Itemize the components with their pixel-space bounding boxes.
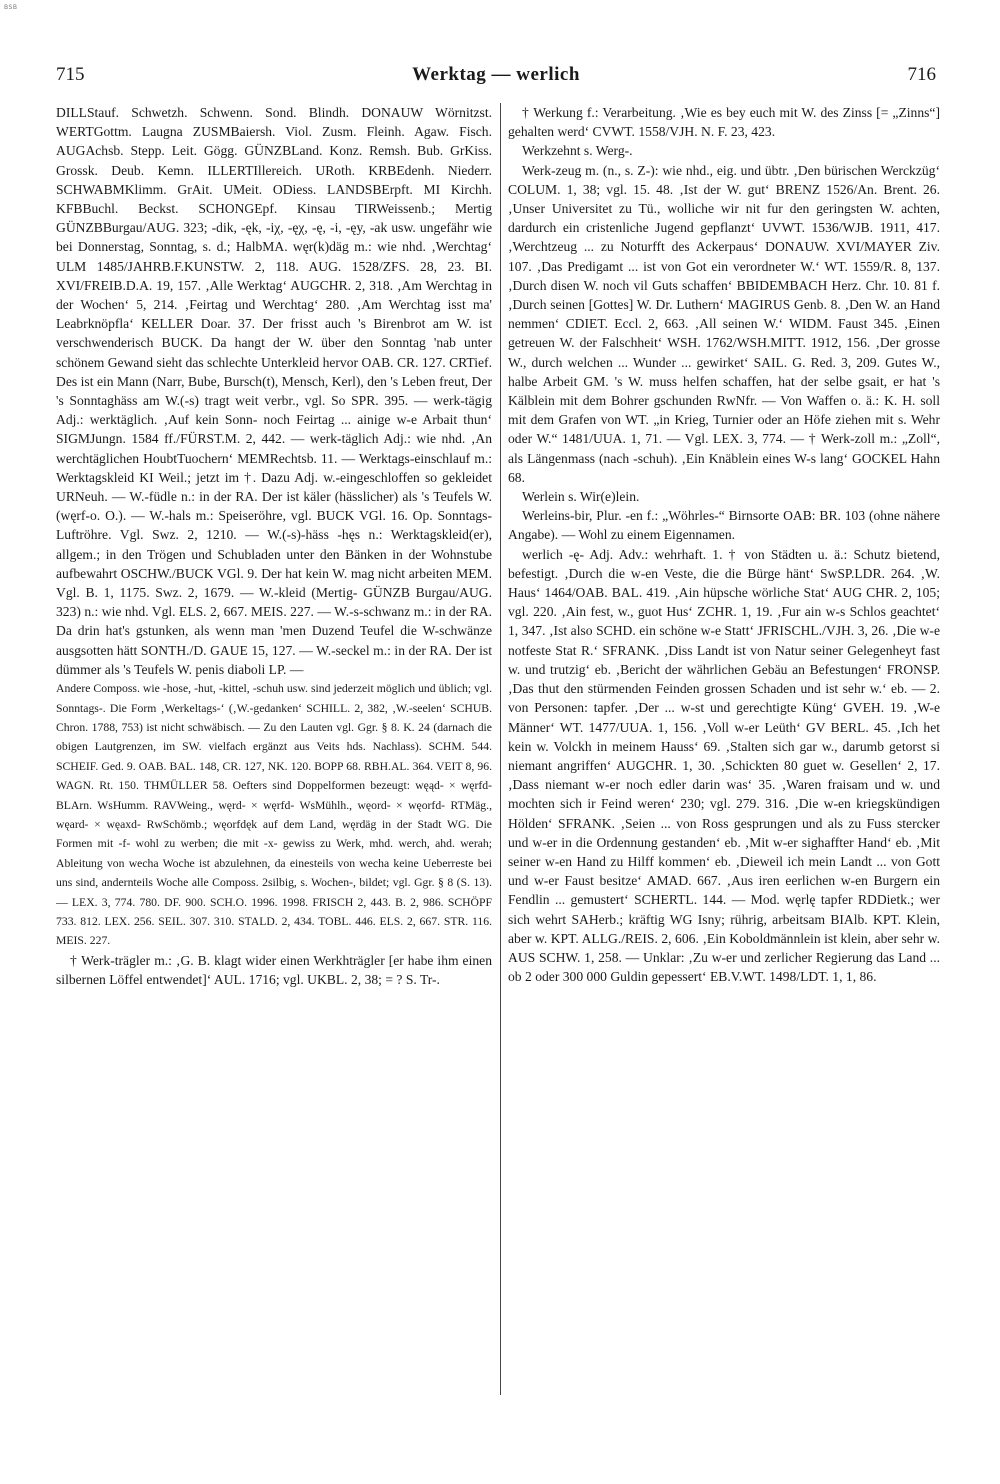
entry-werktag: DILLStauf. Schwetzh. Schwenn. Sond. Blindh. DONAUW Wörnitzst. WERTGottm. Laugna ZUSMBaiersh. Viol. Zusm. Fleinh. Agaw. Fisch. AUGAchsb. Stepp. Leit. Gögg. GÜNZBLand. Konz. Remsh. Bub. GrKiss. Grossk. Deub. Kemn. ILLERTIllereich. URoth. KRBEdenh. Niederr. SCHWABMKlimm. GrAit. UMeit. ODiess. LANDSBErpft. MI Kirchh. KFBBuchl. Beckst. SCHONGEpf. Kinsau TIRWeissenb.; Mertig GÜNZBBurgau/AUG. 323; -dik, -ęk, -iχ, -ęχ, -ę, -i, -ęy, -ak usw. ungefähr wie bei Donnerstag, Sonntag, s. d.; HalbMA. węr(k)däg m.: wie nhd. ‚Werchtag‘ ULM 1485/JAHRB.F.KUNSTW. 2, 118. AUG. 1528/ZFS. 28, 23. BI. XVI/FREIB.D.A. 19, 157. ‚Alle Werktag‘ AUGCHR. 2, 318. ‚Am Werchtag in der Wochen‘ 5, 214. ‚Feirtag und Werchtag‘ 280. ‚Am Werchtag isst ma' Leabrknöpfla‘ KELLER Doar. 37. Der frisst auch 's Birenbrot am W. ist verschwenderisch BUCK. Da hangt der W. über den Sonntag 'nab unter schönem Gewand sieht das schlechte Unterkleid hervor OAB. CR. 127. CRTief. Des ist ein Mann (Narr, Bube, Bursch(t), Mensch, Kerl), den 's Leben freut, Der 's Sonntaghäss am W.(-s) tragt weit verbr., vgl. So SPR. 395. — werk-tägig Adj.: werktäglich. ‚Auf kein Sonn- noch Feirtag ... ainige w-e Arbait thun‘ SIGMJungn. 1584 ff./FÜRST.M. 2, 442. — werk-täglich Adj.: wie nhd. ‚An werchtäglichen HoubtTuochern‘ MEMRechtsb. 11. — Werktags-einschlauf m.: Werktagskleid KI Weil.; jetzt im †. Dazu Adj. w.-eingeschloffen so gekleidet URNeuh. — W.-füdle n.: in der RA. Der ist käler (hässlicher) als 's Teufels W. (węrf-o. O.). — W.-hals m.: Speiseröhre, vgl. BUCK VGl. 16. Op. Sonntags- Luftröhre. Vgl. Swz. 2, 1210. — W.(-s)-häss -hęs n.: Werktagskleid(er), allgem.; in den Trögen und Schubladen unter den Bänken in der Wohnstube aufbewahrt OSCHW./BUCK VGl. 9. Der hat kein W. mag nicht arbeiten MEM. Vgl. B. 1, 1175. Swz. 2, 1679. — W.-kleid (Mertig- GÜNZB Burgau/AUG. 323) n.: wie nhd. Vgl. ELS. 2, 667. MEIS. 227. — W.-s-schwanz m.: in der RA. Da drin hat's gstunken, als wenn man 'men Duzend Teufel die W-schwänze ausgsotten hätt SONTH./D. GAUE 15, 127. — W.-seckel m.: in der RA. Der ist dümmer als 's Teufels W. penis diaboli LP. — bbox=[56, 105, 492, 677]
left-column bbox=[56, 103, 492, 1413]
entry-werleins-bir: Werleins-bir, Plur. -en f.: „Wöhrles-“ Birnsorte OAB: BR. 103 (ohne nähere Angabe). — Wohl zu einem Eigennamen. bbox=[508, 508, 940, 543]
entry-werk-traegler: † Werk-trägler m.: ‚G. B. klagt wider einen Werkhträgler [er habe ihm einen silbernen Löffel entwendet]‘ AUL. 1716; vgl. UKBL. 2, 38; = ? S. Tr-. bbox=[56, 952, 492, 987]
entry-werlein: Werlein s. Wir(e)lein. bbox=[522, 489, 640, 505]
entry-werkzehnt: Werkzehnt s. Werg-. bbox=[522, 143, 633, 159]
entry-werkung: † Werkung f.: Verarbeitung. ‚Wie es bey euch mit W. des Zinss [= „Zinns“] gehalten werd‘ CVWT. 1558/VJH. N. F. 23, 423. bbox=[508, 105, 940, 140]
entry-werlich: werlich -ę- Adj. Adv.: wehrhaft. 1. † von Städten u. ä.: Schutz bietend, befestigt. ‚Durch die w-en Veste, die die Bürge hänt‘ SwSP.LDR. 264. ‚W. Haus‘ 1464/OAB. BAL. 419. ‚Ain hüpsche wörliche Stat‘ AUG CHR. 2, 105; vgl. 220. ‚Ain fest, w., guot Hus‘ ZCHR. 1, 19. ‚Fur ain w-s Schlos geachtet‘ 1, 347. ‚Ist also SCHD. ein schöne w-e Statt‘ JFRISCHL./VJH. 3, 26. ‚Die w-e notfeste Stat R.‘ SFRANK. ‚Diss Landt ist von Natur seiner Gelegenheyt fast w. und trutzig‘ eb. ‚Bericht der währlichen Gebäu an Befestungen‘ FRONSP. ‚Das thut den stürmenden Feinden grossen Schaden und ist sehr w.‘ eb. — 2. von Personen: tapfer. ‚Der ... w-st und gerechtigte Küng‘ GVEH. 19. ‚W-e Männer‘ WT. 1477/UUA. 1, 156. ‚Voll w-er Leüth‘ GV BERL. 45. ‚Ich het kein w. Volckh in meinem Hauss‘ 69. ‚Stalten sich gar w., darumb getorst si niemant angriffen‘ AUGCHR. 1, 30. ‚Schickten 80 guet w. Gesellen‘ 2, 17. ‚Dass niemant w-er noch edler darin was‘ 35. ‚Waren fraisam und w. und mochten sich ir Feind weren‘ 230; vgl. 279. 316. ‚Die w-en kriegskündigen Hölden‘ SFRANK. ‚Seien ... von Ross gesprungen und als zu Fuss stercker und w-er in die Ordennung gestanden‘ eb. ‚Mit w-er sighaffter Hand‘ eb. ‚Mit seiner w-en Hand zu Hilff kommen‘ eb. ‚Dieweil ich mein Landt ... von Gott und w-er Faust besitze‘ AMAD. 667. ‚Aus iren eerlichen w-en Burgern ein Fendlin ... gemustert‘ SCHERTL. 144. — Mod. węrlę tapfer RDDietk.; wer sich wehrt SAHerb.; kräftig WG Isny; rührig, arbeitsam BIAlb. KPT. Klein, aber w. KPT. ALLG./REIS. 2, 606. ‚Ein Koboldmännlein ist klein, aber sehr w. AUS SCHW. 1, 258. — Unklar: ‚Zu w-er und zerlicher Regierung das Land ... ob 2 oder 300 000 Guldin gepessert‘ EB.V.WT. 1498/LDT. 1, 1, 86. bbox=[508, 546, 940, 985]
page-number-left: 715 bbox=[56, 64, 85, 85]
entry-werk-zeug: Werk-zeug m. (n., s. Z-): wie nhd., eig. und übtr. ‚Den bürischen Werckzüg‘ COLUM. 1, 38; vgl. 15. 48. ‚Ist der W. gut‘ BRENZ 1526/An. Brent. 26. ‚Unser Universitet zu Tü., wolliche wir nit fur den geringsten W. achten, dardurch ein cristenliche Jugend gepflanzt‘ UVWT. 1536/WJB. 1911, 417. ‚Werchtzeug ... zu Noturfft des Ackerpaus‘ DONAUW. XVI/MAYER Ziv. 107. ‚Das Predigamt ... ist von Got ein verordneter W.‘ WT. 1559/R. 8, 137. ‚Durch disen W. noch vil Guts schaffen‘ BBIDEMBACH Herz. Chr. 10. 81 f. ‚Durch seinen [Gottes] W. Dr. Luthern‘ MAGIRUS Genb. 8. ‚Den W. an Hand nemmen‘ CDIET. Eccl. 2, 663. ‚All seinen W.‘ WIDM. Faust 345. ‚Einen getreuen W. der Falschheit‘ WSH. 1762/WSH.MITT. 1912, 156. ‚Der grosse W., durch welchen ... Wunder ... gewirket‘ SAIL. G. Red. 3, 209. Gutes W., halbe Arbeit GM. 's W. muss helfen schaffen, hat der selbe gsait, er hat 's Kälblein mit dem Bohrer gschunden RwNfr. — Von Waffen o. ä.: K. H. soll mit dem Grafen von WT. „in Krieg, Turnier oder an Höfe ziehen mit s. Wehr oder W.“ 1481/UUA. 1, 71. — Vgl. LEX. 3, 774. — † Werk-zoll m.: „Zoll“, als Längenmass (nach -schuh). ‚Ein Knäblein eines W-s lang‘ GOCKEL Hahn 68. bbox=[508, 162, 940, 485]
column-divider bbox=[500, 103, 501, 1395]
page-header bbox=[56, 58, 936, 94]
page-number-right: 716 bbox=[907, 64, 936, 85]
note-werktag: Andere Composs. wie -hose, -hut, -kittel, -schuh usw. sind jederzeit möglich und üblich; vgl. Sonntags-. Die Form ‚Werkeltags-‘ (‚W.-gedanken‘ SCHILL. 2, 382, ‚W.-seelen‘ SCHUB. Chron. 1788, 753) ist nicht schwäbisch. — Zu den Lauten vgl. Ggr. § 8. K. 24 (darnach die obigen Lautgrenzen, im SW. vielfach ergänzt aus Veits hds. Nachlass). SCHM. 544. SCHEIF. Ged. 9. OAB. BAL. 148, CR. 127, NK. 120. BOPP 68. RBH.AL. 364. VEIT 8, 96. WAGN. Rt. 150. THMÜLLER 58. Oefters sind Doppelformen bezeugt: węąd- × węrfd- BLArn. WsHumm. RAVWeing., węrd- × węrfd- WsMühlh., węord- × węorfd- RTMäg., węard- × węaxd- RwSchömb.; węorfdęk auf dem Land, węrdäg in der Stadt WG. Die Formen mit -f- wohl zu werben; die mit -x- gewiss zu Werk, mhd. werch, ahd. werah; Ableitung von wecha Woche ist abzulehnen, da einesteils von wecha keine Ueberreste bei uns sind, andernteils Woche alle Composs. 2silbig, s. Wochen-, bildet; vgl. Ggr. § 8 (S. 13). — LEX. 3, 774. 780. DF. 900. SCH.O. 1996. 1998. FRISCH 2, 443. B. 2, 986. SCHÖPF 733. 812. LEX. 256. SEIL. 307. 310. STALD. 2, 434. TOBL. 446. ELS. 2, 667. STR. 116. MEIS. 227. bbox=[56, 682, 492, 948]
right-column bbox=[508, 103, 940, 1413]
library-stamp: BSB bbox=[4, 4, 18, 11]
running-head: Werktag — werlich bbox=[412, 64, 580, 85]
